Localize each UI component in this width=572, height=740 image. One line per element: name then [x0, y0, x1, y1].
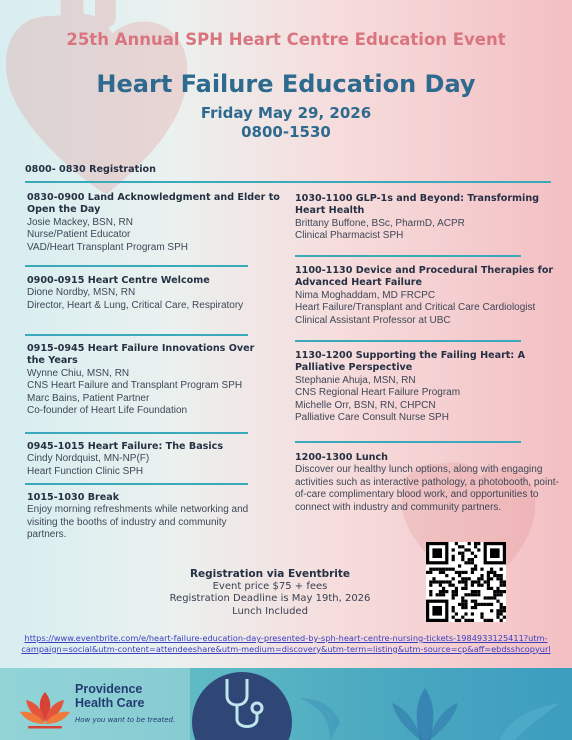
decorative-pattern: [300, 668, 572, 740]
speaker-name: Wynne Chiu, MSN, RN: [27, 367, 130, 379]
event-price: Event price $75 + fees: [212, 580, 328, 592]
speaker-name: Dione Nordby, MSN, RN: [27, 287, 136, 299]
session-the-basics: [27, 441, 257, 478]
event-date-time: [0, 104, 572, 142]
speaker-affiliation: Heart Function Clinic SPH: [27, 465, 144, 477]
stethoscope-icon: [212, 674, 272, 734]
event-time: 0800-1530: [241, 123, 331, 141]
divider: [25, 483, 248, 485]
speaker-role: Co-founder of Heart Life Foundation: [27, 405, 188, 417]
session-title: 1200-1300 Lunch: [295, 452, 389, 463]
event-subtitle: 25th Annual SPH Heart Centre Education Event: [66, 30, 506, 49]
speaker-role: Clinical Assistant Professor at UBC: [295, 314, 451, 326]
divider: [25, 334, 248, 336]
session-palliative: [295, 350, 535, 424]
session-title: 0830-0900 Land Acknowledgment and Elder to Open the Day: [27, 192, 280, 216]
stethoscope-circle: [192, 672, 292, 740]
session-title: 1030-1100 GLP-1s and Beyond: Transforming Heart Health: [295, 193, 540, 217]
page-title: Heart Failure Education Day: [96, 70, 476, 98]
session-device-therapies: [295, 265, 565, 327]
speaker-name: Brittany Buffone, BSc, PharmD, ACPR: [295, 217, 465, 229]
divider: [295, 255, 521, 257]
divider: [25, 265, 248, 267]
session-description: Discover our healthy lunch options, along with engaging activities such as interactive pathology, a photobooth, point-of-care complimentary blood work, and opportunities to connect with industry and community partners.: [295, 464, 559, 513]
session-break: [27, 492, 252, 542]
session-heart-centre-welcome: [27, 275, 257, 312]
speaker-role: Clinical Pharmacist SPH: [295, 230, 404, 242]
session-description: Enjoy morning refreshments while networking and visiting the booths of industry and community partners.: [27, 504, 249, 541]
eventbrite-link[interactable]: https://www.eventbrite.com/e/heart-failure-education-day-presented-by-sph-heart-centre-nursing-tickets-1984933125411?utm-campaign=social&utm-content=attendeeshare&utm-medium=discovery&utm-term=listing&utm-source=cp&aff=ebdsshcopyurl: [21, 633, 551, 654]
session-land-acknowledgment: [27, 192, 287, 254]
lotus-logo-icon: [20, 690, 70, 730]
org-tagline: How you want to be treated.: [75, 716, 176, 724]
session-registration: [25, 164, 285, 176]
event-date: Friday May 29, 2026: [200, 104, 372, 122]
footer-banner: [0, 668, 572, 740]
lunch-included: Lunch Included: [232, 605, 308, 617]
session-lunch: [295, 452, 563, 514]
session-title: 0800- 0830 Registration: [25, 164, 156, 175]
providence-logo[interactable]: [0, 668, 190, 740]
session-glp1: [295, 193, 545, 243]
divider: [25, 432, 248, 434]
registration-title: Registration via Eventbrite: [189, 568, 351, 580]
registration-deadline: Registration Deadline is May 19th, 2026: [169, 593, 371, 604]
divider: [25, 181, 551, 183]
session-innovations: [27, 343, 262, 417]
speaker-name: Stephanie Ahuja, MSN, RN: [295, 374, 416, 386]
speaker-role: Heart Failure/Transplant and Critical Care Cardiologist: [295, 302, 536, 314]
registration-info: [150, 568, 390, 618]
divider: [295, 441, 521, 443]
session-title: 1130-1200 Supporting the Failing Heart: A Palliative Perspective: [295, 350, 525, 374]
speaker-name: Marc Bains, Patient Partner: [27, 392, 150, 404]
speaker-role: CNS Regional Heart Failure Program: [295, 387, 461, 399]
divider: [295, 340, 521, 342]
speaker-name: Josie Mackey, BSN, RN: [27, 216, 133, 228]
speaker-name: Nima Moghaddam, MD FRCPC: [295, 289, 436, 301]
qr-code-icon: [426, 542, 506, 622]
speaker-role: CNS Heart Failure and Transplant Program SPH: [27, 380, 243, 392]
speaker-role: Director, Heart & Lung, Critical Care, Respiratory: [27, 299, 244, 311]
registration-qr-code[interactable]: [426, 542, 506, 622]
org-name: Providence Health Care: [75, 682, 145, 710]
speaker-role: Nurse/Patient Educator: [27, 229, 131, 241]
speaker-name: Cindy Nordquist, MN-NP(F): [27, 453, 150, 465]
speaker-name: Michelle Orr, BSN, RN, CHPCN: [295, 399, 436, 411]
session-title: 1015-1030 Break: [27, 492, 120, 503]
session-title: 0945-1015 Heart Failure: The Basics: [27, 441, 224, 452]
speaker-affiliation: VAD/Heart Transplant Program SPH: [27, 241, 188, 253]
session-title: 1100-1130 Device and Procedural Therapies for Advanced Heart Failure: [295, 265, 554, 289]
session-title: 0915-0945 Heart Failure Innovations Over the Years: [27, 343, 255, 367]
session-title: 0900-0915 Heart Centre Welcome: [27, 275, 210, 286]
speaker-role: Palliative Care Consult Nurse SPH: [295, 412, 449, 424]
